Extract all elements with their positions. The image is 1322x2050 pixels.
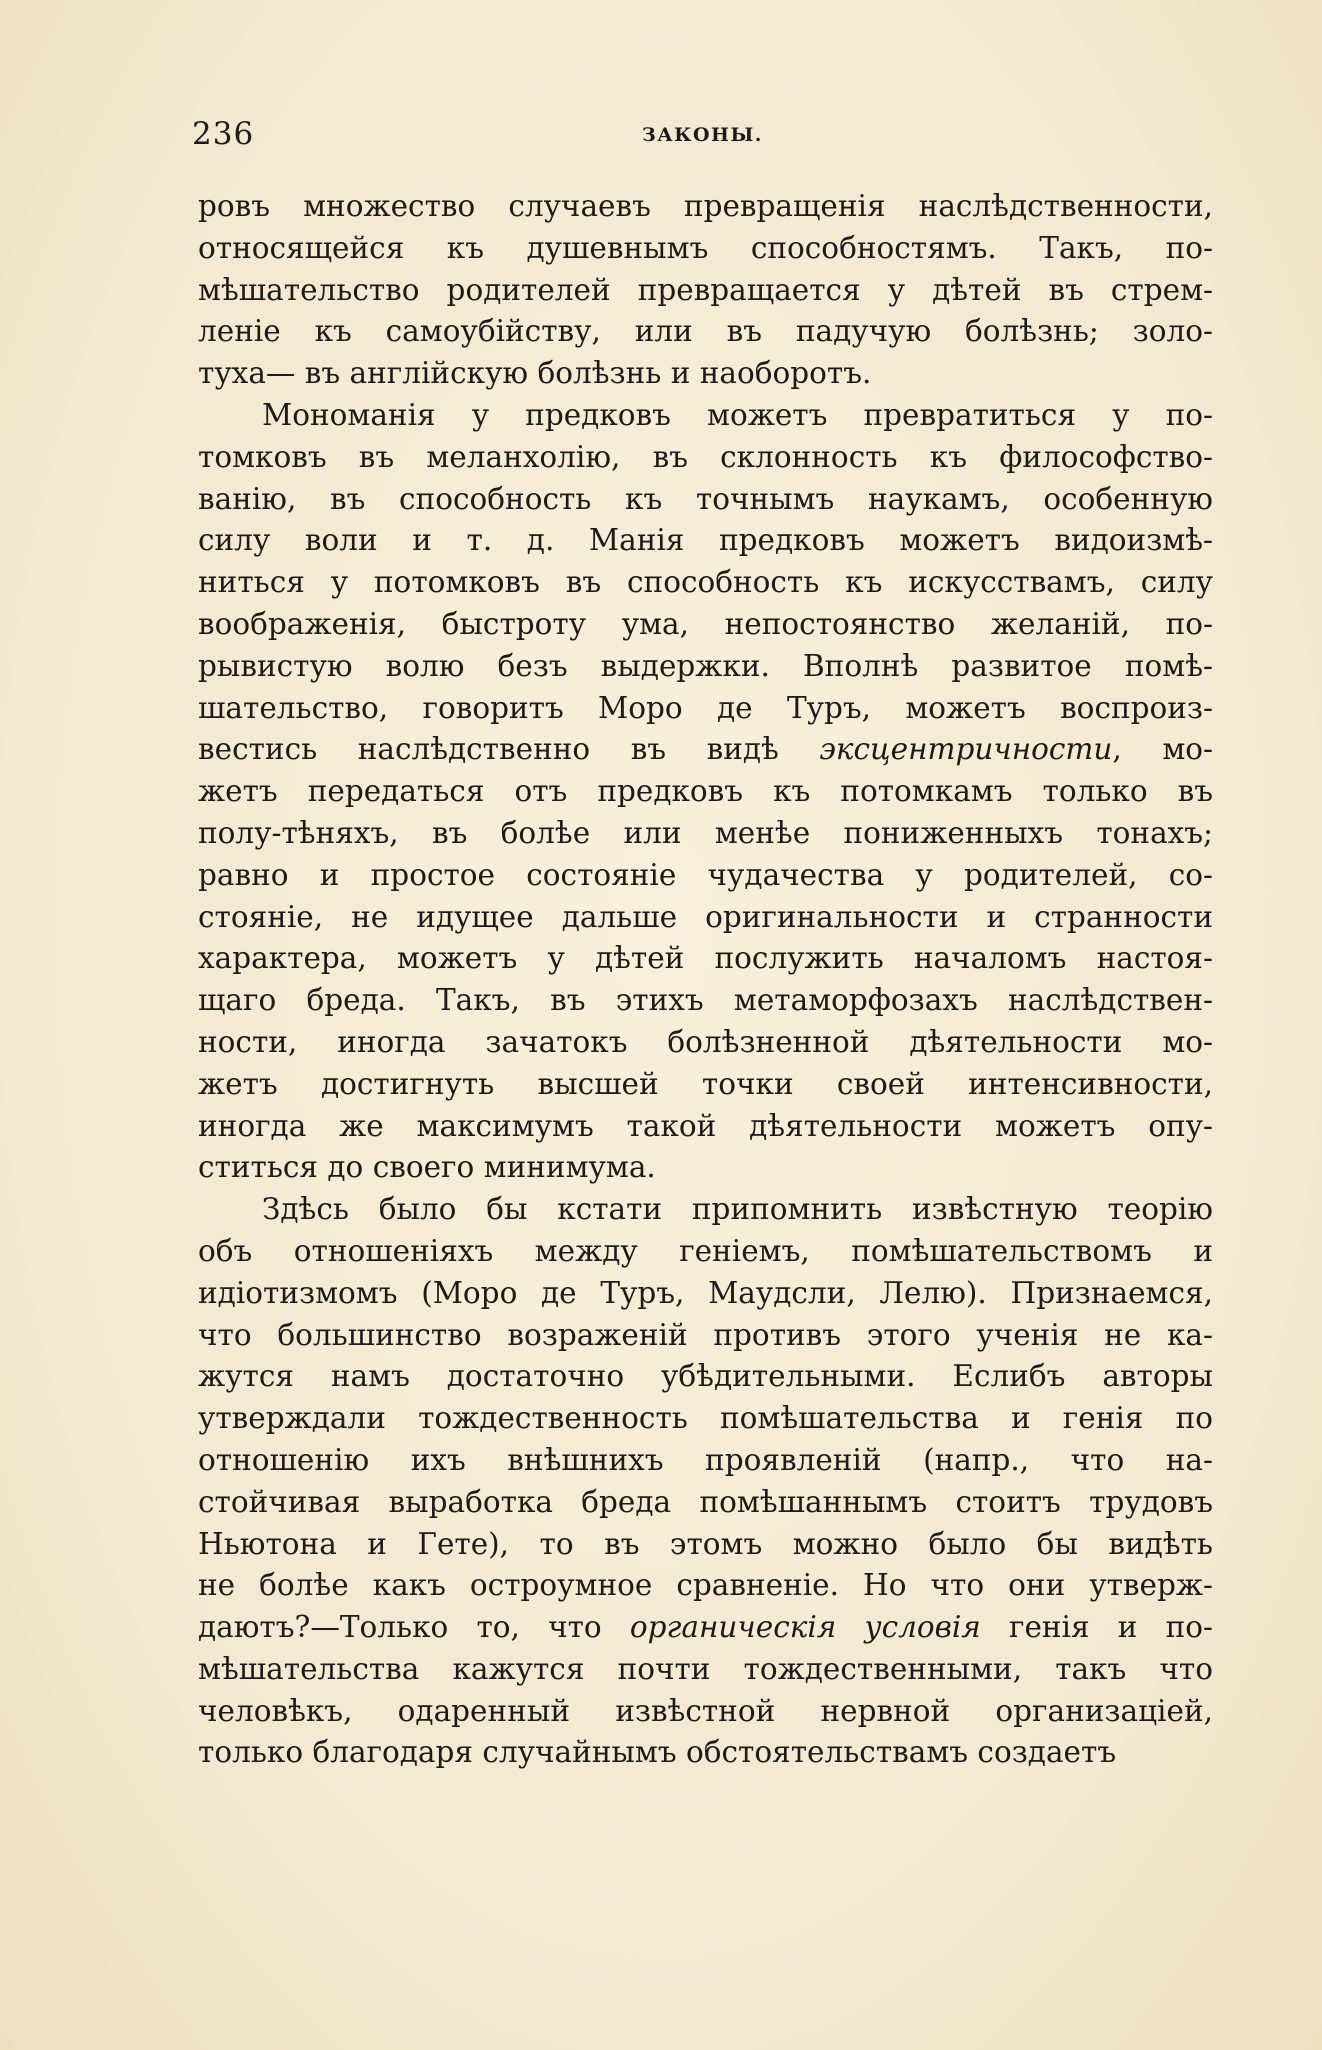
body-text [198,186,1213,1774]
text-line: что большинство возраженій противъ этого ученія не ка- [198,1317,1213,1352]
text-line: стояніе, не идущее дальше оригинальности и странности [198,899,1213,934]
text-line: ститься до своего минимума. [198,1150,656,1185]
text-line: ниться у потомковъ въ способность къ искусствамъ, силу [198,565,1213,600]
italic-emphasis: органическія условія [629,1610,981,1645]
text-line: Ньютона и Гете), то въ этомъ можно было бы видѣть [198,1526,1213,1561]
text-line: туха— въ англійскую болѣзнь и наоборотъ. [198,356,872,391]
text-line: стойчивая выработка бреда помѣшаннымъ стоитъ трудовъ [198,1484,1213,1519]
paragraph-3 [198,1189,1213,1774]
text-line: томковъ въ меланхолію, въ склонность къ философство- [198,439,1213,474]
text-line: жетъ достигнуть высшей точки своей интенсивности, [198,1066,1213,1101]
text-line: иногда же максимумъ такой дѣятельности можетъ опу- [198,1108,1213,1143]
text-line: ности, иногда зачатокъ болѣзненной дѣятельности мо- [198,1024,1213,1059]
text-line: Мономанія у предковъ можетъ превратиться у по- [262,397,1213,432]
text-line: шательство, говоритъ Моро де Туръ, можетъ воспроиз- [198,690,1213,725]
text-line: силу воли и т. д. Манія предковъ можетъ видоизмѣ- [198,523,1213,558]
paragraph-2 [198,395,1213,1189]
text-line: воображенія, быстроту ума, непостоянство желаній, по- [198,606,1213,641]
text-line: ровъ множество случаевъ превращенія наслѣдственности, [198,189,1213,223]
text-line: идіотизмомъ (Моро де Туръ, Маудсли, Лелю). Признаемся, [198,1275,1213,1310]
text-line: жетъ передаться отъ предковъ къ потомкамъ только въ [198,774,1213,809]
text-line: объ отношеніяхъ между геніемъ, помѣшательствомъ и [198,1233,1213,1268]
text-line: только благодаря случайнымъ обстоятельствамъ создаетъ [198,1735,1117,1770]
text-line: ванію, въ способность къ точнымъ наукамъ, особенную [198,481,1213,516]
text-line: относящейся къ душевнымъ способностямъ. Такъ, по- [198,230,1213,265]
text-line: жутся намъ достаточно убѣдительными. Еслибъ авторы [198,1359,1213,1394]
text-line: полу-тѣняхъ, въ болѣе или менѣе пониженныхъ тонахъ; [198,815,1213,850]
page-number: 236 [192,116,255,152]
text-line: мѣшательство родителей превращается у дѣтей въ стрем- [198,272,1213,307]
paragraph-1 [198,186,1213,395]
text-line: отношенію ихъ внѣшнихъ проявленій (напр., что на- [198,1442,1213,1477]
text-line: леніе къ самоубійству, или въ падучую болѣзнь; золо- [198,314,1213,349]
text-line: Здѣсь было бы кстати припомнить извѣстную теорію [262,1192,1213,1227]
text-line: характера, можетъ у дѣтей послужить началомъ настоя- [198,941,1213,976]
text-line: не болѣе какъ остроумное сравненіе. Но что они утверж- [198,1568,1213,1603]
italic-emphasis: эксцентричности [819,732,1113,767]
text-line: даютъ?—Только то, что органическія условія генія и по- [198,1610,1213,1645]
text-line: рывистую волю безъ выдержки. Вполнѣ развитое помѣ- [198,648,1213,683]
text-line: утверждали тождественность помѣшательства и генія по [198,1401,1213,1436]
text-line: равно и простое состояніе чудачества у родителей, со- [198,857,1213,892]
text-line: мѣшательства кажутся почти тождественными, такъ что [198,1651,1213,1686]
text-line: человѣкъ, одаренный извѣстной нервной организаціей, [198,1693,1213,1728]
running-title: ЗАКОНЫ. [642,124,763,146]
running-head [192,116,1212,156]
text-line: вестись наслѣдственно въ видѣ эксцентричности, мо- [198,732,1213,767]
text-line: щаго бреда. Такъ, въ этихъ метаморфозахъ наслѣдствен- [198,983,1213,1018]
